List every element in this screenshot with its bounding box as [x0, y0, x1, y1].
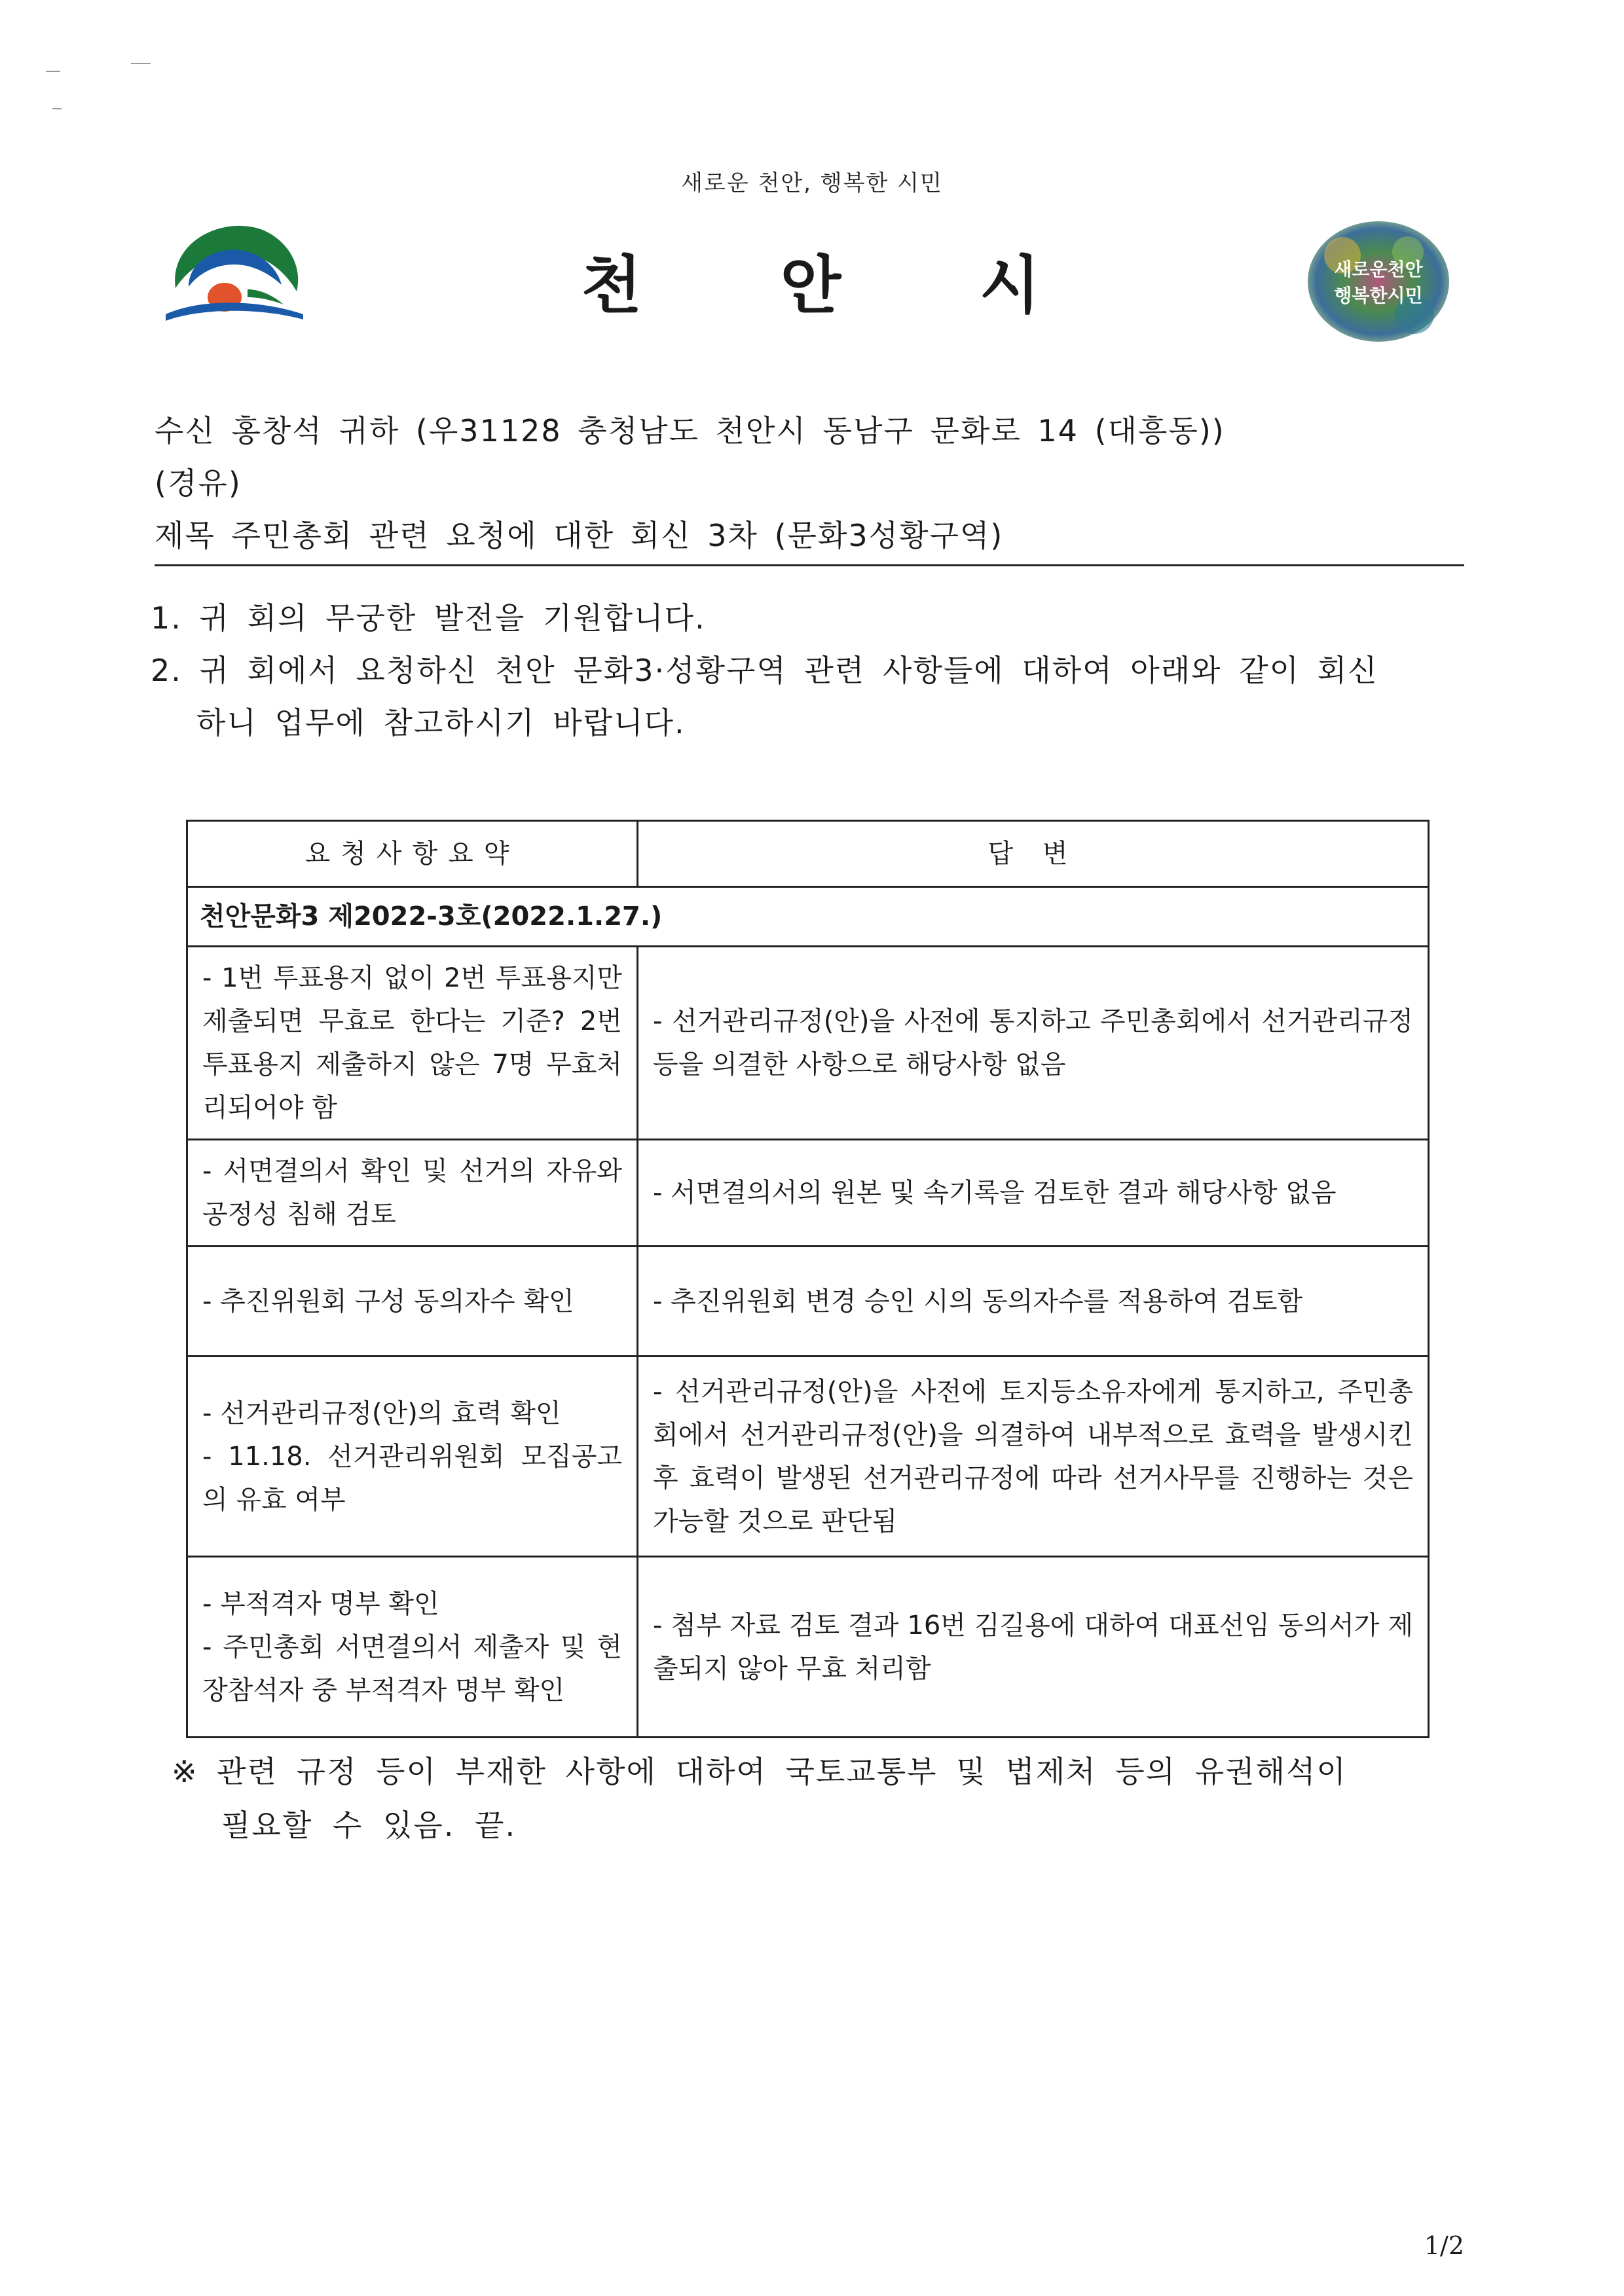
- scan-speck: [46, 71, 60, 72]
- request-cell: - 추진위원회 구성 동의자수 확인: [187, 1247, 638, 1357]
- request-item: - 주민총회 서면결의서 제출자 및 현장참석자 중 부적격자 명부 확인: [202, 1631, 622, 1705]
- header-divider: [155, 564, 1464, 566]
- body-paragraph-1: 1. 귀 회의 무궁한 발전을 기원합니다.: [151, 600, 706, 636]
- table-row: [187, 1557, 1429, 1738]
- table-row: [187, 1357, 1429, 1557]
- recipient-line: 수신 홍창석 귀하 (우31128 충청남도 천안시 동남구 문화로 14 (대흥동)): [155, 413, 1225, 448]
- table-row: [187, 947, 1429, 1140]
- slogan-logo-line1: 새로운천안: [1334, 259, 1423, 280]
- slogan-logo-line2: 행복한시민: [1334, 285, 1423, 306]
- request-cell: - 서면결의서 확인 및 선거의 자유와 공정성 침해 검토: [187, 1140, 638, 1247]
- doc-reference: 천안문화3 제2022-3호(2022.1.27.): [187, 887, 1429, 947]
- doc-reference-row: [187, 887, 1429, 947]
- issuing-organization: 천 안 시: [581, 249, 1043, 322]
- answer-cell: - 선거관리규정(안)을 사전에 통지하고 주민총회에서 선거관리규정 등을 의결한 사항으로 해당사항 없음: [638, 947, 1429, 1140]
- body-paragraph-2-line2: 하니 업무에 참고하시기 바랍니다.: [196, 705, 686, 740]
- request-cell: [187, 1557, 638, 1738]
- scan-speck: [52, 108, 62, 109]
- page-number: 1/2: [1424, 2231, 1464, 2260]
- slogan-logo: [1303, 216, 1454, 347]
- column-header-answer: 답 변: [638, 821, 1429, 887]
- request-item: - 선거관리규정(안)의 효력 확인: [202, 1398, 561, 1429]
- table-header-row: [187, 821, 1429, 887]
- request-cell: [187, 1357, 638, 1557]
- answer-cell: - 선거관리규정(안)을 사전에 토지등소유자에게 통지하고, 주민총회에서 선거관리규정(안)을 의결하여 내부적으로 효력을 발생시킨 후 효력이 발생된 선거관리규정에 따라 선거사무를 진행하는 것은 가능할 것으로 판단됨: [638, 1357, 1429, 1557]
- request-item: - 11.18. 선거관리위원회 모집공고의 유효 여부: [202, 1441, 622, 1515]
- reply-table: [186, 820, 1430, 1738]
- scan-speck: [131, 63, 151, 64]
- table-row: [187, 1140, 1429, 1247]
- answer-cell: - 첨부 자료 검토 결과 16번 김길용에 대하여 대표선임 동의서가 제출되지 않아 무효 처리함: [638, 1557, 1429, 1738]
- request-item: - 부적격자 명부 확인: [202, 1588, 439, 1619]
- subject-line: 제목 주민총회 관련 요청에 대한 회신 3차 (문화3성황구역): [155, 518, 1004, 553]
- request-cell: - 1번 투표용지 없이 2번 투표용지만 제출되면 무효로 한다는 기준? 2번 투표용지 제출하지 않은 7명 무효처리되어야 함: [187, 947, 638, 1140]
- answer-cell: - 서면결의서의 원본 및 속기록을 검토한 결과 해당사항 없음: [638, 1140, 1429, 1247]
- answer-cell: - 추진위원회 변경 승인 시의 동의자수를 적용하여 검토함: [638, 1247, 1429, 1357]
- table-row: [187, 1247, 1429, 1357]
- via-line: (경유): [155, 465, 242, 501]
- column-header-request: 요청사항요약: [187, 821, 638, 887]
- slogan: 새로운 천안, 행복한 시민: [681, 170, 943, 196]
- closing-note-line2: 필요할 수 있음. 끝.: [221, 1808, 517, 1843]
- body-paragraph-2-line1: 2. 귀 회에서 요청하신 천안 문화3·성황구역 관련 사항들에 대하여 아래와 같이 회신: [151, 653, 1378, 688]
- closing-note-line1: ※ 관련 규정 등이 부재한 사항에 대하여 국토교통부 및 법제처 등의 유권해석이: [172, 1754, 1347, 1789]
